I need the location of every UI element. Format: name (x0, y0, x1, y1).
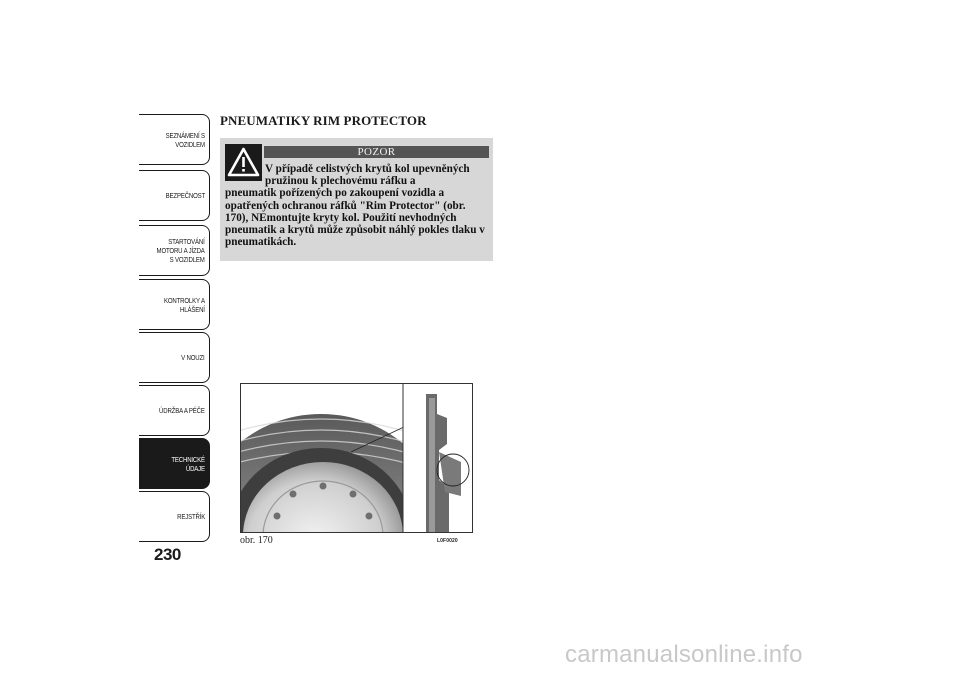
tab-label: V NOUZI (181, 353, 205, 362)
tab-label: BEZPEČNOST (165, 191, 205, 200)
warning-text (225, 163, 490, 248)
tab-technicke-udaje[interactable] (139, 438, 210, 489)
warning-box (220, 138, 493, 261)
figure-caption: obr. 170 (240, 535, 273, 546)
figure-code: L0F0020 (437, 538, 458, 544)
tab-kontrolky[interactable] (139, 279, 210, 330)
tab-label: TECHNICKÉ ÚDAJE (171, 454, 205, 473)
tab-bezpecnost[interactable] (139, 170, 210, 221)
page-number: 230 (154, 545, 181, 564)
warning-text-indented: V případě celistvých krytů kol upevněných pružinou k plechovému ráfku a (265, 163, 470, 188)
warning-title: POZOR (264, 146, 489, 158)
tab-label: STARTOVÁNÍ MOTORU A JÍZDA S VOZIDLEM (156, 237, 205, 264)
figure-tire-rim-protector (240, 383, 473, 533)
tab-startovani[interactable] (139, 225, 210, 276)
tab-rejstrik[interactable] (139, 491, 210, 542)
tab-udrzba[interactable] (139, 385, 210, 436)
tab-seznameni[interactable] (139, 114, 210, 165)
warning-text-rest: pneumatik pořízených po zakoupení vozidla a opatřených ochranou ráfků "Rim Protector" (obr. 170), NEmontujte kryty kol. Použití nevhodných pneumatik a krytů může způsobit náhlý pokles tlaku v pneumatikách. (225, 187, 485, 249)
section-heading: PNEUMATIKY RIM PROTECTOR (220, 113, 427, 128)
tab-label: KONTROLKY A HLÁŠENÍ (164, 295, 205, 314)
tab-label: SEZNÁMENÍ S VOZIDLEM (165, 130, 205, 149)
tab-label: ÚDRŽBA A PÉČE (159, 406, 205, 415)
watermark: carmanualsonline.info (565, 641, 803, 668)
tire-illustration (241, 384, 473, 533)
tab-label: REJSTŘÍK (177, 512, 205, 521)
tab-v-nouzi[interactable] (139, 332, 210, 383)
